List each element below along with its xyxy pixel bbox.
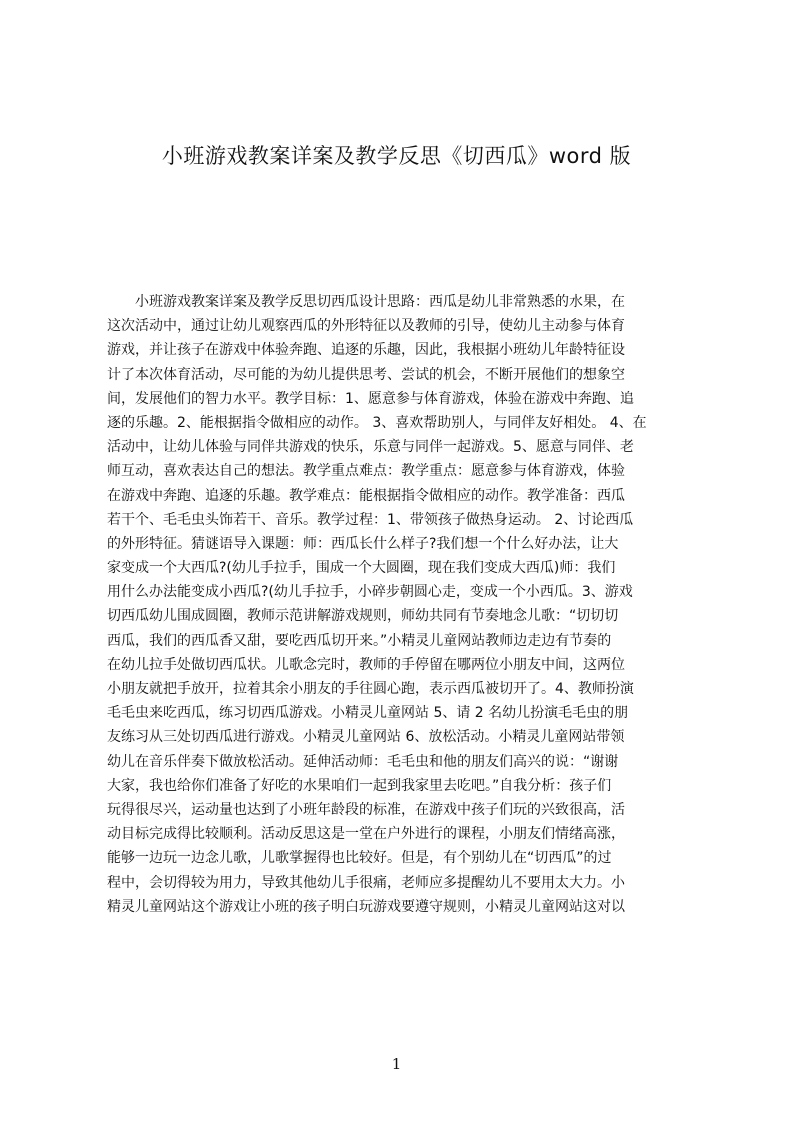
text-line: 小班游戏教案详案及教学反思切西瓜设计思路：西瓜是幼儿非常熟悉的水果，在 [107,294,625,310]
text-line: 幼儿在音乐伴奏下做放松活动。延伸活动师：毛毛虫和他的朋友们高兴的说：“谢谢 [107,753,619,770]
text-line: 西瓜，我们的西瓜香又甜，要吃西瓜切开来。”小精灵儿童网站教师边走边有节奏的 [107,632,612,649]
text-line: 间，发展他们的智力水平。教学目标：1、愿意参与体育游戏，体验在游戏中奔跑、追 [107,390,634,407]
text-line: 小朋友就把手放开，拉着其余小朋友的手往圆心跑，表示西瓜被切开了。4、教师扮演 [107,681,634,697]
text-line: 切西瓜幼儿围成圆圈，教师示范讲解游戏规则，师幼共同有节奏地念儿歌：“切切切 [107,608,619,625]
text-line: 用什么办法能变成小西瓜?(幼儿手拉手，小碎步朝圆心走，变成一个小西瓜。3、游戏 [107,584,633,601]
text-line: 逐的乐趣。2、能根据指令做相应的动作。 3、喜欢帮助别人，与同伴友好相处。 4、在 [107,414,647,431]
text-line: 在幼儿拉手处做切西瓜状。儿歌念完时，教师的手停留在哪两位小朋友中间，这两位 [107,656,625,673]
text-line: 计了本次体育活动，尽可能的为幼儿提供思考、尝试的机会，不断开展他们的想象空 [107,366,625,383]
text-line: 游戏，并让孩子在游戏中体验奔跑、追逐的乐趣，因此，我根据小班幼儿年龄特征设 [107,342,625,359]
body-paragraph [107,290,698,919]
text-line: 这次活动中，通过让幼儿观察西瓜的外形特征以及教师的引导，使幼儿主动参与体育 [107,318,625,335]
text-line: 毛毛虫来吃西瓜，练习切西瓜游戏。小精灵儿童网站 5、请 2 名幼儿扮演毛毛虫的朋 [107,705,629,722]
text-line: 若干个、毛毛虫头饰若干、音乐。教学过程：1、带领孩子做热身运动。 2、讨论西瓜 [107,511,634,528]
text-line: 师互动，喜欢表达自己的想法。教学重点难点：教学重点：愿意参与体育游戏，体验 [107,463,625,480]
text-line: 大家，我也给你们准备了好吃的水果咱们一起到我家里去吃吧。”自我分析：孩子们 [107,777,612,794]
text-line: 在游戏中奔跑、追逐的乐趣。教学难点：能根据指令做相应的动作。教学准备：西瓜 [107,487,625,504]
text-line: 活动中，让幼儿体验与同伴共游戏的快乐，乐意与同伴一起游戏。5、愿意与同伴、老 [107,439,634,456]
document-title: 小班游戏教案详案及教学反思《切西瓜》word 版 [161,144,632,168]
text-line: 精灵儿童网站这个游戏让小班的孩子明白玩游戏要遵守规则，小精灵儿童网站这对以 [107,898,625,915]
text-line: 动目标完成得比较顺利。活动反思这是一堂在户外进行的课程，小朋友们情绪高涨， [107,826,625,843]
page-number: 1 [391,1055,402,1073]
text-line: 的外形特征。猜谜语导入课题：师：西瓜长什么样子?我们想一个什么好办法，让大 [107,535,619,552]
text-line: 程中，会切得较为用力，导致其他幼儿手很痛，老师应多提醒幼儿不要用太大力。小 [107,874,625,891]
text-line: 玩得很尽兴，运动量也达到了小班年龄段的标准，在游戏中孩子们玩的兴致很高，活 [107,801,625,818]
text-line: 能够一边玩一边念儿歌，儿歌掌握得也比较好。但是，有个别幼儿在“切西瓜”的过 [107,850,612,867]
text-line: 友练习从三处切西瓜进行游戏。小精灵儿童网站 6、放松活动。小精灵儿童网站带领 [107,729,625,746]
text-line: 家变成一个大西瓜?(幼儿手拉手，围成一个大圆圈，现在我们变成大西瓜)师：我们 [107,560,616,577]
